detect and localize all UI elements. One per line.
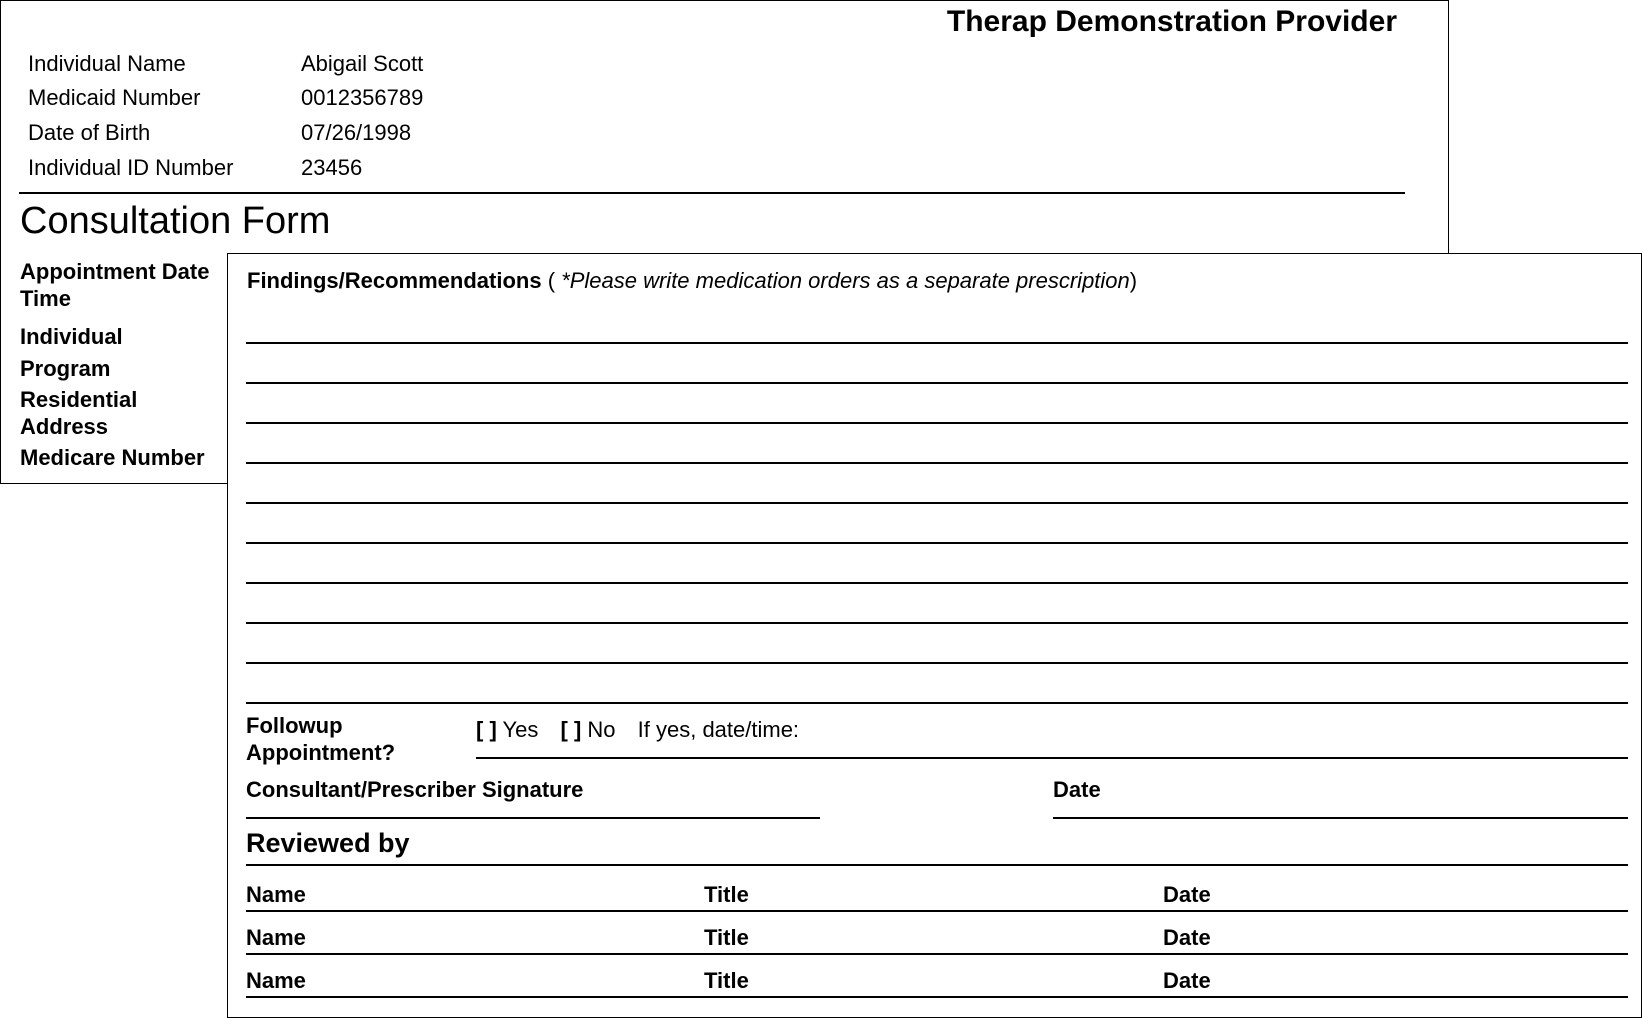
individual-name-value: Abigail Scott [301, 51, 424, 76]
medicaid-number-label: Medicaid Number [28, 85, 201, 110]
findings-note: *Please write medication orders as a separate prescription [561, 268, 1130, 293]
time-label: Time [20, 286, 71, 311]
followup-if-yes-label: If yes, date/time: [637, 717, 800, 742]
findings-write-line[interactable] [246, 382, 1628, 384]
reviewer-name-label: Name [246, 925, 306, 950]
reviewer-date-label: Date [1163, 925, 1211, 950]
followup-no-checkbox[interactable]: [ ] [560, 717, 582, 742]
appointment-date-label: Appointment Date [20, 259, 210, 284]
reviewer-name-label: Name [246, 882, 306, 907]
individual-name-label: Individual Name [28, 51, 186, 76]
reviewer-name-label: Name [246, 968, 306, 993]
reviewed-divider [246, 864, 1628, 866]
followup-no-label: No [587, 717, 616, 742]
reviewer-title-label: Title [704, 925, 749, 950]
date-of-birth-label: Date of Birth [28, 120, 151, 145]
residential-label: Residential [20, 387, 138, 412]
signature-date-line[interactable] [1053, 817, 1628, 819]
followup-yes-checkbox[interactable]: [ ] [476, 717, 497, 742]
findings-heading [247, 268, 1137, 294]
followup-yes-label: Yes [502, 717, 539, 742]
reviewer-title-label: Title [704, 968, 749, 993]
findings-write-line[interactable] [246, 662, 1628, 664]
findings-write-line[interactable] [246, 462, 1628, 464]
address-label: Address [20, 414, 109, 439]
followup-label-line1: Followup [246, 713, 343, 738]
reviewer-row-line[interactable] [246, 953, 1628, 955]
followup-date-line[interactable] [476, 757, 1628, 759]
reviewer-row-line[interactable] [246, 996, 1628, 998]
reviewer-title-label: Title [704, 882, 749, 907]
signature-line[interactable] [246, 817, 820, 819]
followup-label [246, 712, 395, 766]
findings-open-paren: ( [541, 268, 562, 293]
findings-write-line[interactable] [246, 582, 1628, 584]
individual-id-label: Individual ID Number [28, 155, 234, 180]
individual-id-value: 23456 [301, 155, 363, 180]
reviewer-date-label: Date [1163, 882, 1211, 907]
followup-options [476, 717, 799, 743]
medicare-number-label: Medicare Number [20, 445, 205, 470]
program-label: Program [20, 356, 111, 381]
date-of-birth-value: 07/26/1998 [301, 120, 412, 145]
signature-label: Consultant/Prescriber Signature [246, 777, 584, 802]
findings-write-line[interactable] [246, 542, 1628, 544]
findings-write-line[interactable] [246, 622, 1628, 624]
consultation-form-front-page [227, 253, 1642, 1018]
findings-write-line[interactable] [246, 342, 1628, 344]
findings-close-paren: ) [1129, 268, 1138, 293]
findings-write-line[interactable] [246, 502, 1628, 504]
medicaid-number-value: 0012356789 [301, 85, 424, 110]
signature-date-label: Date [1053, 777, 1101, 802]
form-title: Consultation Form [20, 200, 331, 242]
reviewed-by-title: Reviewed by [246, 828, 410, 858]
reviewer-date-label: Date [1163, 968, 1211, 993]
findings-write-line[interactable] [246, 422, 1628, 424]
findings-write-line[interactable] [246, 702, 1628, 704]
findings-label: Findings/Recommendations [247, 268, 542, 293]
individual-label: Individual [20, 324, 123, 349]
header-divider [19, 192, 1405, 194]
reviewer-row-line[interactable] [246, 910, 1628, 912]
followup-label-line2: Appointment? [246, 740, 396, 765]
provider-name: Therap Demonstration Provider [946, 5, 1397, 38]
